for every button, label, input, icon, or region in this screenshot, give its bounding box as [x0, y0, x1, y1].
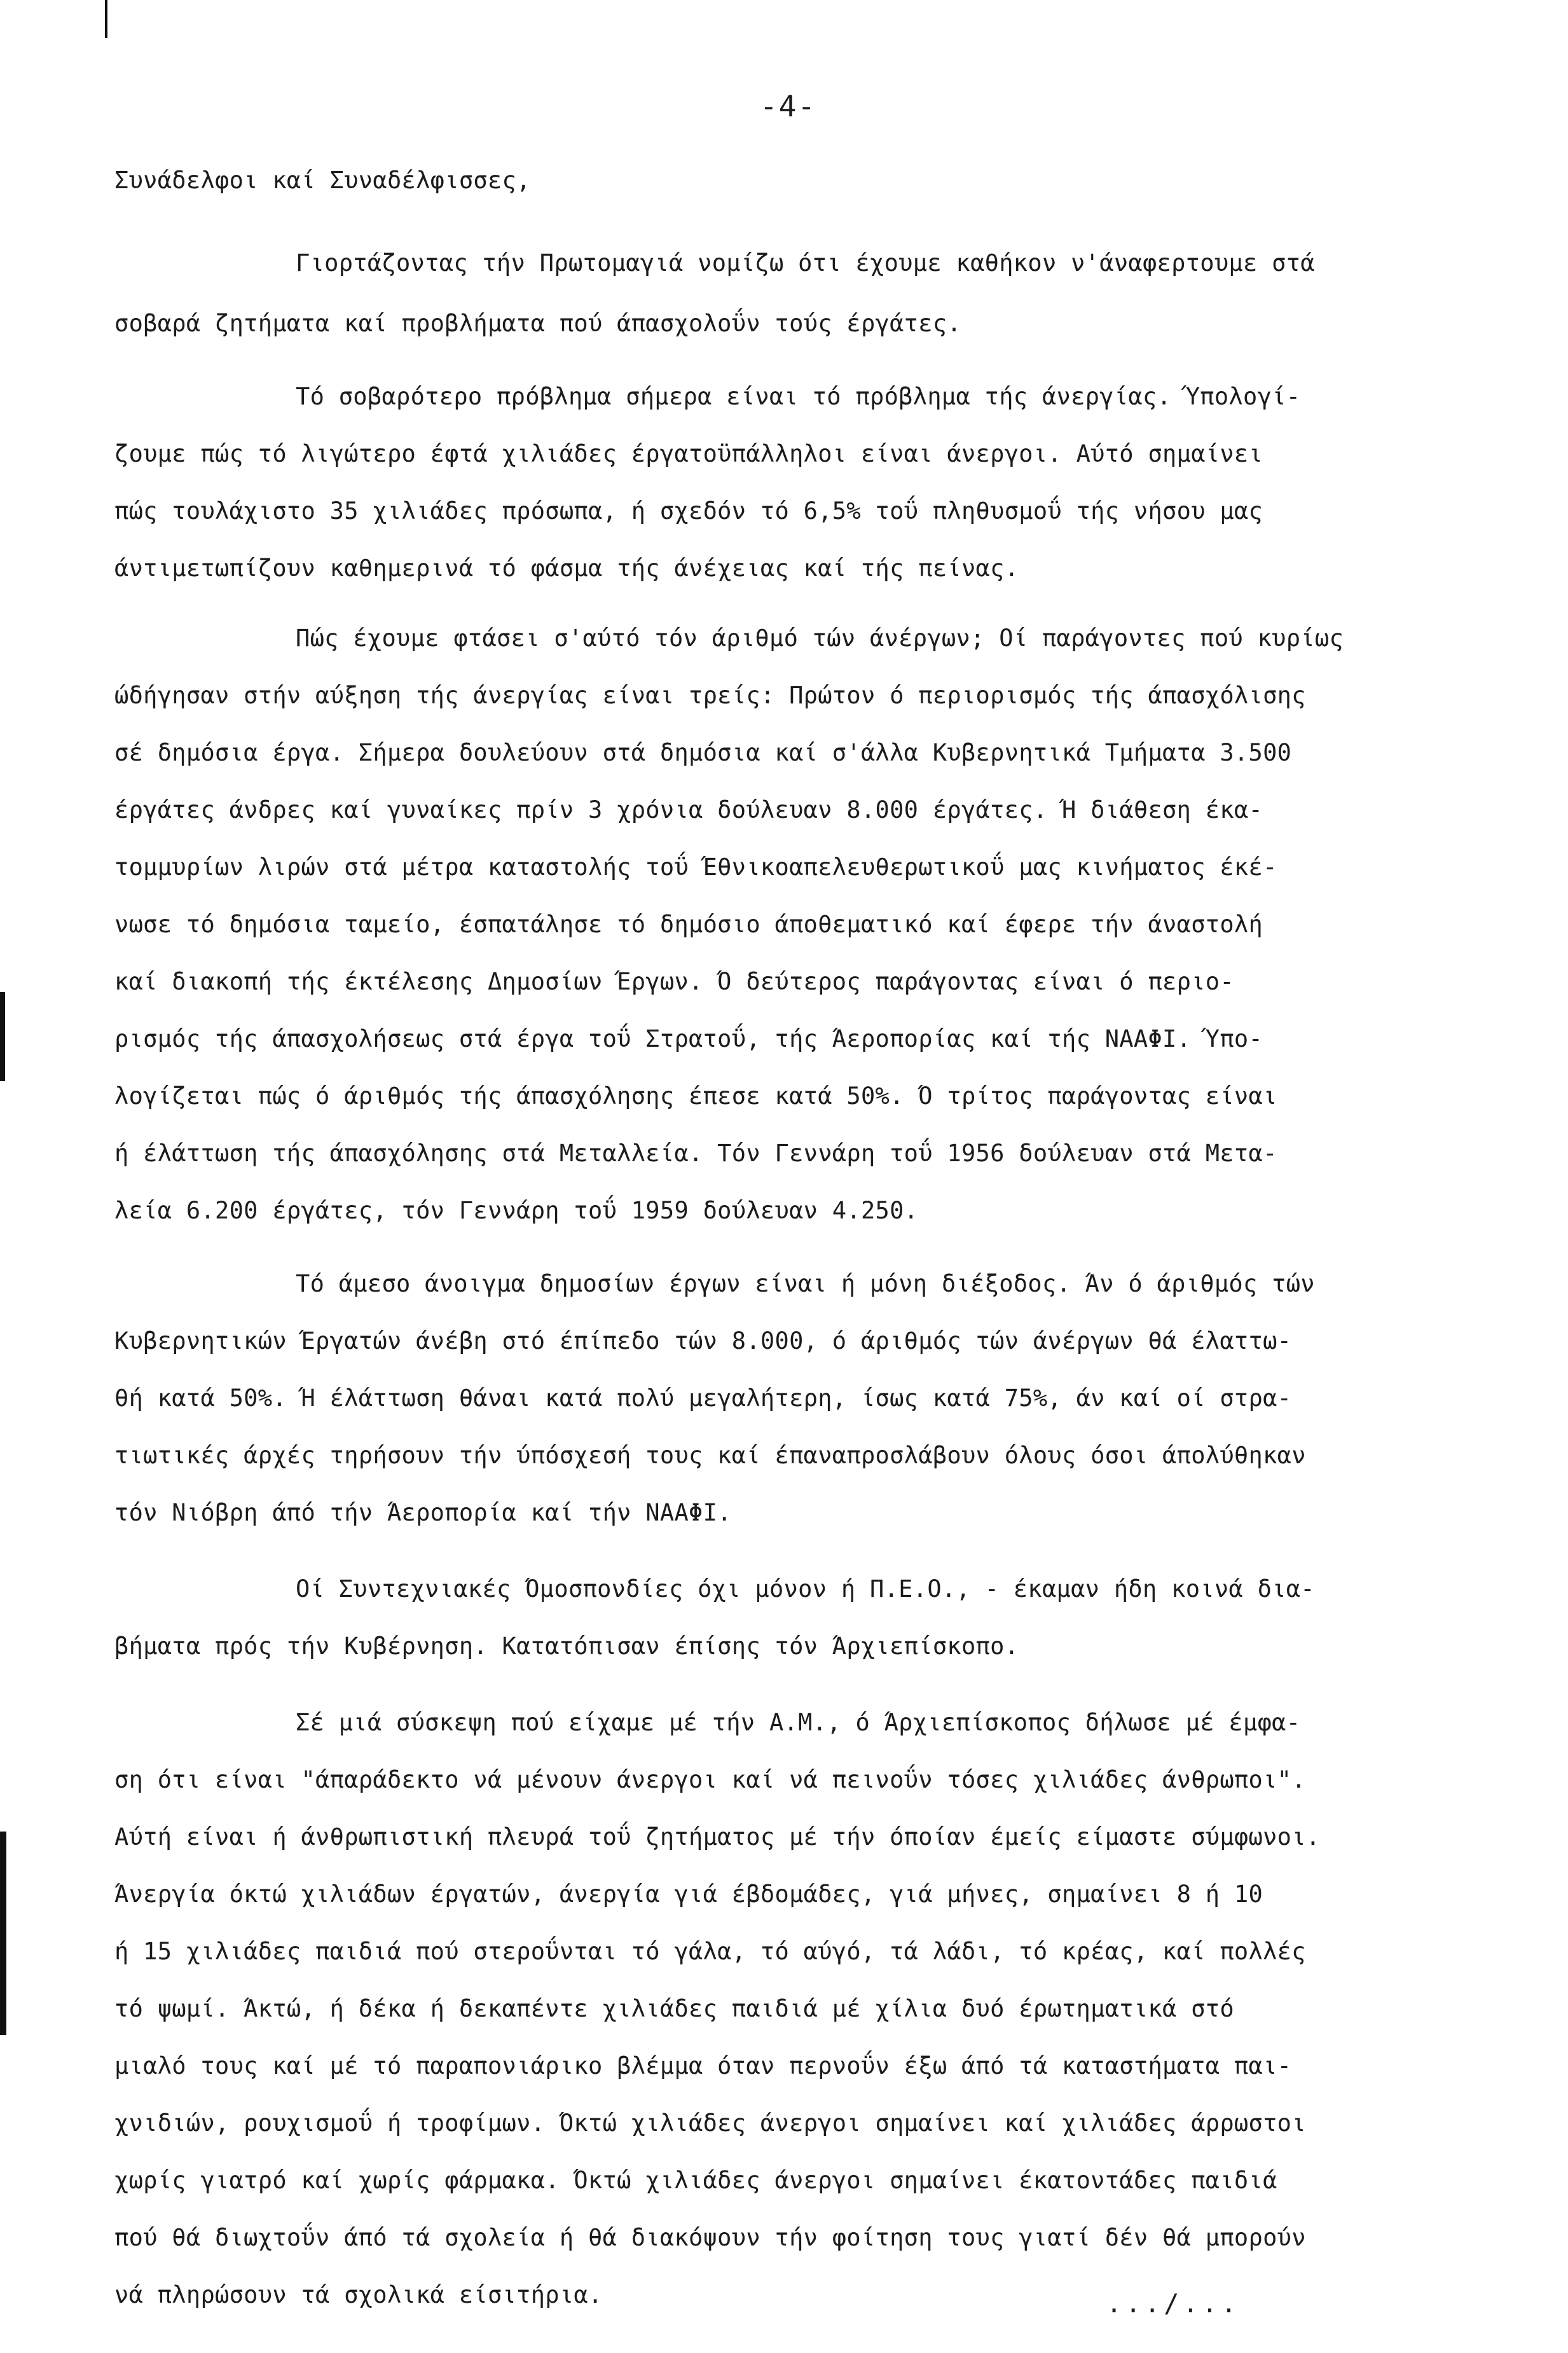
- text-line: σέ δημόσια έργα. Σήμερα δουλεύουν στά δημόσια καί σ'άλλα Κυβερνητικά Τμήματα 3.500: [114, 739, 1292, 766]
- text-line: ζουμε πώς τό λιγώτερο έφτά χιλιάδες έργατοϋπάλληλοι είναι άνεργοι. Αύτό σημαίνει: [114, 440, 1263, 467]
- text-line: καί διακοπή τής έκτέλεσης Δημοσίων Έργων. Ό δεύτερος παράγοντας είναι ό περιο-: [114, 968, 1234, 995]
- text-line: Τό σοβαρότερο πρόβλημα σήμερα είναι τό πρόβλημα τής άνεργίας. Ύπολογί-: [296, 383, 1301, 410]
- page-number: -4-: [760, 89, 817, 123]
- text-line: βήματα πρός τήν Κυβέρνηση. Κατατόπισαν έπίσης τόν Άρχιεπίσκοπο.: [114, 1632, 1019, 1660]
- text-line: τομμυρίων λιρών στά μέτρα καταστολής τοΰ Έθνικοαπελευθερωτικοΰ μας κινήματος έκέ-: [114, 853, 1277, 881]
- text-line: ή έλάττωση τής άπασχόλησης στά Μεταλλεία. Τόν Γεννάρη τοΰ 1956 δούλευαν στά Μετα-: [114, 1140, 1277, 1167]
- text-line: Αύτή είναι ή άνθρωπιστική πλευρά τοΰ ζητήματος μέ τήν όποίαν έμείς είμαστε σύμφωνοι.: [114, 1823, 1321, 1851]
- text-line: πού θά διωχτοΰν άπό τά σχολεία ή θά διακόψουν τήν φοίτηση τους γιατί δέν θά μπορούν: [114, 2224, 1306, 2251]
- text-line: Πώς έχουμε φτάσει σ'αύτό τόν άριθμό τών άνέργων; Οί παράγοντες πού κυρίως: [296, 624, 1344, 652]
- text-line: πώς τουλάχιστο 35 χιλιάδες πρόσωπα, ή σχεδόν τό 6,5% τοΰ πληθυσμοΰ τής νήσου μας: [114, 497, 1263, 525]
- text-line: Οί Συντεχνιακές Όμοσπονδίες όχι μόνον ή Π.Ε.Ο., - έκαμαν ήδη κοινά δια-: [296, 1575, 1315, 1603]
- text-line: χωρίς γιατρό καί χωρίς φάρμακα. Όκτώ χιλιάδες άνεργοι σημαίνει έκατοντάδες παιδιά: [114, 2167, 1277, 2194]
- scan-artefact-left-1: [0, 992, 5, 1081]
- text-line: ρισμός τής άπασχολήσεως στά έργα τοΰ Στρατοΰ, τής Άεροπορίας καί τής ΝΑΑΦΙ. Ύπο-: [114, 1025, 1263, 1052]
- text-line: τιωτικές άρχές τηρήσουν τήν ύπόσχεσή τους καί έπαναπροσλάβουν όλους όσοι άπολύθηκαν: [114, 1442, 1306, 1469]
- text-line: λεία 6.200 έργάτες, τόν Γεννάρη τοΰ 1959 δούλευαν 4.250.: [114, 1197, 919, 1224]
- text-line: τόν Νιόβρη άπό τήν Άεροπορία καί τήν ΝΑΑΦΙ.: [114, 1499, 732, 1526]
- text-line: λογίζεται πώς ό άριθμός τής άπασχόλησης έπεσε κατά 50%. Ό τρίτος παράγοντας είναι: [114, 1082, 1277, 1110]
- text-line: χνιδιών, ρουχισμοΰ ή τροφίμων. Όκτώ χιλιάδες άνεργοι σημαίνει καί χιλιάδες άρρωστοι: [114, 2109, 1306, 2137]
- text-line: Σέ μιά σύσκεψη πού είχαμε μέ τήν Α.Μ., ό Άρχιεπίσκοπος δήλωσε μέ έμφα-: [296, 1709, 1301, 1736]
- text-line: Τό άμεσο άνοιγμα δημοσίων έργων είναι ή μόνη διέξοδος. Άν ό άριθμός τών: [296, 1270, 1315, 1297]
- text-line: Κυβερνητικών Έργατών άνέβη στό έπίπεδο τών 8.000, ό άριθμός τών άνέργων θά έλαττω-: [114, 1327, 1292, 1355]
- text-line: άντιμετωπίζουν καθημερινά τό φάσμα τής άνέχειας καί τής πείνας.: [114, 555, 1019, 582]
- text-line: ώδήγησαν στήν αύξηση τής άνεργίας είναι τρείς: Πρώτον ό περιορισμός τής άπασχόλισης: [114, 682, 1306, 709]
- text-line: θή κατά 50%. Ή έλάττωση θάναι κατά πολύ μεγαλήτερη, ίσως κατά 75%, άν καί οί στρα-: [114, 1384, 1292, 1412]
- text-line: μιαλό τους καί μέ τό παραπονιάρικο βλέμμα όταν περνοΰν έξω άπό τά καταστήματα παι-: [114, 2052, 1292, 2080]
- text-line: νά πληρώσουν τά σχολικά είσιτήρια.: [114, 2281, 603, 2308]
- text-line: Γιορτάζοντας τήν Πρωτομαγιά νομίζω ότι έχουμε καθήκον ν'άναφερτουμε στά: [296, 249, 1315, 277]
- continuation-mark: .../...: [1106, 2289, 1241, 2319]
- text-line: ή 15 χιλιάδες παιδιά πού στεροΰνται τό γάλα, τό αύγό, τά λάδι, τό κρέας, καί πολλές: [114, 1938, 1306, 1965]
- text-line: σοβαρά ζητήματα καί προβλήματα πού άπασχολοΰν τούς έργάτες.: [114, 310, 961, 337]
- text-line: νωσε τό δημόσια ταμείο, έσπατάλησε τό δημόσιο άποθεματικό καί έφερε τήν άναστολή: [114, 911, 1263, 938]
- scan-artefact-left-2: [0, 1832, 6, 2035]
- scan-artefact-top: [105, 0, 107, 38]
- text-line: τό ψωμί. Άκτώ, ή δέκα ή δεκαπέντε χιλιάδες παιδιά μέ χίλια δυό έρωτηματικά στό: [114, 1995, 1234, 2022]
- text-line: ση ότι είναι "άπαράδεκτο νά μένουν άνεργοι καί νά πεινοΰν τόσες χιλιάδες άνθρωποι".: [114, 1766, 1306, 1793]
- text-line: έργάτες άνδρες καί γυναίκες πρίν 3 χρόνια δούλευαν 8.000 έργάτες. Ή διάθεση έκα-: [114, 796, 1263, 824]
- text-line: Άνεργία όκτώ χιλιάδων έργατών, άνεργία γιά έβδομάδες, γιά μήνες, σημαίνει 8 ή 10: [114, 1880, 1263, 1908]
- text-line: Συνάδελφοι καί Συναδέλφισσες,: [114, 167, 531, 194]
